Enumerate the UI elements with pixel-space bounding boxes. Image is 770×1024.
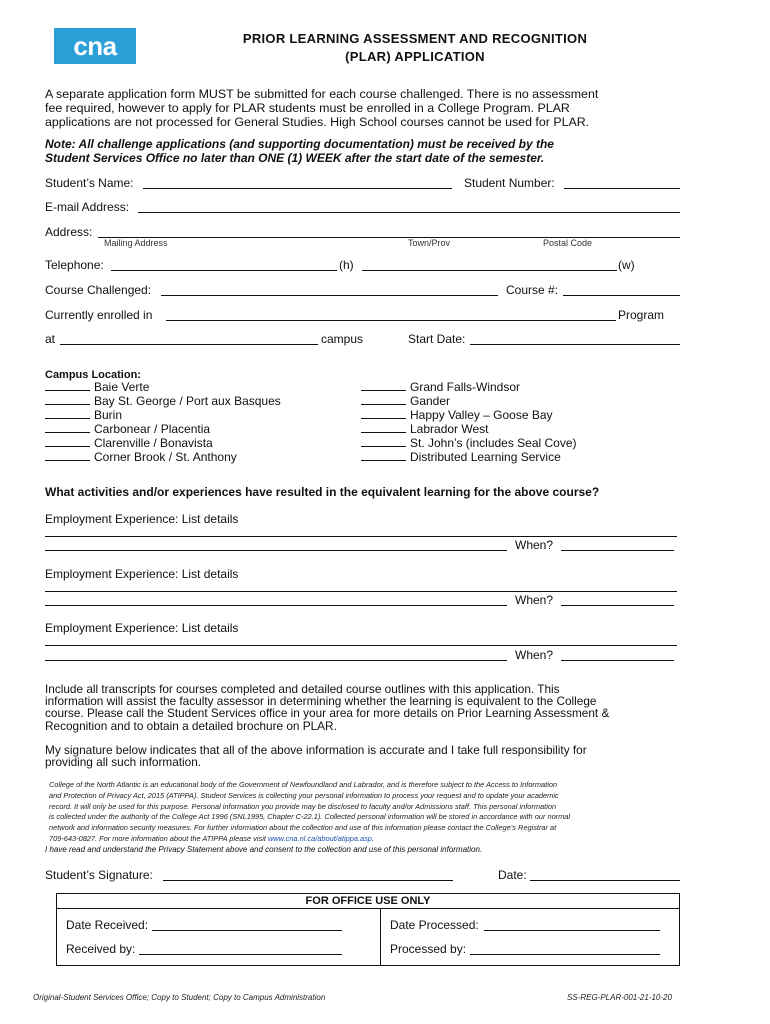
town-prov-caption: Town/Prov [408, 238, 451, 248]
student-number-field[interactable] [564, 188, 680, 189]
campus-checkbox-line[interactable] [361, 394, 406, 405]
office-use-box [56, 893, 680, 966]
campus-checkbox-line[interactable] [45, 422, 90, 433]
when-field[interactable] [561, 550, 674, 551]
campus-label: campus [321, 332, 364, 346]
date-received-field[interactable] [152, 930, 342, 931]
campus-list-right [361, 380, 577, 464]
campus-option[interactable]: Corner Brook / St. Anthony [45, 450, 281, 464]
campus-location-heading: Campus Location: [45, 369, 141, 381]
employment-details-line[interactable] [45, 536, 677, 537]
course-number-label: Course #: [506, 283, 559, 297]
form-title-line1: PRIOR LEARNING ASSESSMENT AND RECOGNITION [242, 31, 588, 46]
student-number-label: Student Number: [464, 176, 555, 190]
work-label: (w) [618, 258, 635, 272]
campus-option[interactable]: Burin [45, 408, 281, 422]
cna-logo [54, 28, 136, 64]
student-name-field[interactable] [143, 188, 452, 189]
course-challenged-label: Course Challenged: [45, 283, 152, 297]
privacy-statement: College of the North Atlantic is an educational body of the Government of Newfoundland and Labrador, and is therefore subject to the Access to Information and Protection of Privacy Act, 2015 (ATIPPA). Student Services is collecting your personal information to process your request and to update your academic record. It will only be used for this purpose. Personal information you provide may be disclosed to faculty and/or Admissions staff. This personal information is collected under the authority of the College Act 1996 (SNL1995, Chapter C-22.1). Collected personal information will be stored in accordance with our normal network and information security measures. For further information about the collection and use of this information please contact the College’s Registrar at 709-643-0827. For more information about the ATIPPA please visit www.cna.nl.ca/about/atippa.asp. [49, 780, 571, 843]
email-label: E-mail Address: [45, 200, 130, 214]
deadline-note: Note: All challenge applications (and supporting documentation) must be received by the Student Services Office no later than ONE (1) WEEK after the start date of the semester. [45, 137, 554, 165]
campus-checkbox-line[interactable] [45, 436, 90, 447]
campus-checkbox-line[interactable] [361, 436, 406, 447]
campus-option[interactable]: Happy Valley – Goose Bay [361, 408, 577, 422]
telephone-label: Telephone: [45, 258, 104, 272]
date-received-label: Date Received: [66, 918, 149, 932]
activities-question: What activities and/or experiences have resulted in the equivalent learning for the above course? [45, 485, 600, 499]
intro-paragraph: A separate application form MUST be submitted for each course challenged. There is no assessment fee required, however to apply for PLAR students must be enrolled in a College Program. PLAR applications are not processed for General Studies. High School courses cannot be used for PLAR. [45, 87, 599, 129]
signature-declaration: My signature below indicates that all of the above information is accurate and I take full responsibility for providing all such information. [45, 743, 587, 770]
employment-label: Employment Experience: List details [45, 567, 239, 581]
course-challenged-field[interactable] [161, 295, 498, 296]
campus-checkbox-line[interactable] [361, 422, 406, 433]
student-signature-field[interactable] [163, 880, 453, 881]
office-divider [380, 909, 381, 965]
at-label: at [45, 332, 56, 346]
form-code: SS-REG-PLAR-001-21-10-20 [567, 993, 672, 1002]
address-label: Address: [45, 225, 93, 239]
home-label: (h) [339, 258, 354, 272]
start-date-field[interactable] [470, 344, 680, 345]
distribution-footer: Original-Student Services Office; Copy to Student; Copy to Campus Administration [33, 993, 326, 1002]
campus-checkbox-line[interactable] [45, 408, 90, 419]
campus-option[interactable]: Labrador West [361, 422, 577, 436]
employment-details-line[interactable] [45, 591, 677, 592]
campus-option[interactable]: Carbonear / Placentia [45, 422, 281, 436]
when-label: When? [515, 593, 554, 607]
student-name-label: Student’s Name: [45, 176, 134, 190]
employment-details-line[interactable] [45, 660, 507, 661]
privacy-consent: I have read and understand the Privacy Statement above and consent to the collection and use of this personal information. [45, 845, 483, 854]
transcripts-paragraph: Include all transcripts for courses completed and detailed course outlines with this application. This information will assist the faculty assessor in determining whether the learning is equivalent to the College course. Please call the Student Services office in your area for more details on Prior Learning Assessment & Recognition and to obtain a detailed brochure on PLAR. [45, 682, 610, 733]
campus-list-left [45, 380, 281, 464]
campus-field[interactable] [60, 344, 318, 345]
campus-option[interactable]: Baie Verte [45, 380, 281, 394]
date-processed-label: Date Processed: [390, 918, 479, 932]
email-field[interactable] [138, 212, 680, 213]
signature-date-field[interactable] [530, 880, 680, 881]
program-label: Program [618, 308, 665, 322]
when-label: When? [515, 648, 554, 662]
when-label: When? [515, 538, 554, 552]
campus-checkbox-line[interactable] [361, 450, 406, 461]
campus-option[interactable]: St. John’s (includes Seal Cove) [361, 436, 577, 450]
student-signature-label: Student’s Signature: [45, 868, 153, 882]
mailing-address-caption: Mailing Address [104, 238, 168, 248]
form-title-line2: (PLAR) APPLICATION [345, 49, 485, 64]
date-processed-field[interactable] [484, 930, 660, 931]
address-field[interactable] [98, 237, 680, 238]
campus-option[interactable]: Gander [361, 394, 577, 408]
processed-by-field[interactable] [470, 954, 660, 955]
employment-details-line[interactable] [45, 605, 507, 606]
logo-text: cna [73, 30, 117, 61]
signature-date-label: Date: [498, 868, 527, 882]
when-field[interactable] [561, 660, 674, 661]
telephone-work-field[interactable] [362, 270, 617, 271]
campus-option[interactable]: Grand Falls-Windsor [361, 380, 577, 394]
campus-option[interactable]: Bay St. George / Port aux Basques [45, 394, 281, 408]
processed-by-label: Processed by: [390, 942, 467, 956]
program-field[interactable] [166, 320, 616, 321]
telephone-home-field[interactable] [111, 270, 337, 271]
campus-checkbox-line[interactable] [45, 450, 90, 461]
atippa-link[interactable]: www.cna.nl.ca/about/atippa.asp [267, 833, 372, 843]
employment-details-line[interactable] [45, 550, 507, 551]
campus-checkbox-line[interactable] [361, 380, 406, 391]
received-by-label: Received by: [66, 942, 136, 956]
employment-details-line[interactable] [45, 645, 677, 646]
campus-option[interactable]: Clarenville / Bonavista [45, 436, 281, 450]
campus-checkbox-line[interactable] [45, 380, 90, 391]
employment-label: Employment Experience: List details [45, 512, 239, 526]
employment-label: Employment Experience: List details [45, 621, 239, 635]
office-use-heading: FOR OFFICE USE ONLY [57, 894, 679, 909]
postal-code-caption: Postal Code [543, 238, 593, 248]
when-field[interactable] [561, 605, 674, 606]
campus-checkbox-line[interactable] [361, 408, 406, 419]
start-date-label: Start Date: [408, 332, 466, 346]
campus-option[interactable]: Distributed Learning Service [361, 450, 577, 464]
currently-enrolled-label: Currently enrolled in [45, 308, 153, 322]
received-by-field[interactable] [139, 954, 342, 955]
campus-checkbox-line[interactable] [45, 394, 90, 405]
course-number-field[interactable] [563, 295, 680, 296]
